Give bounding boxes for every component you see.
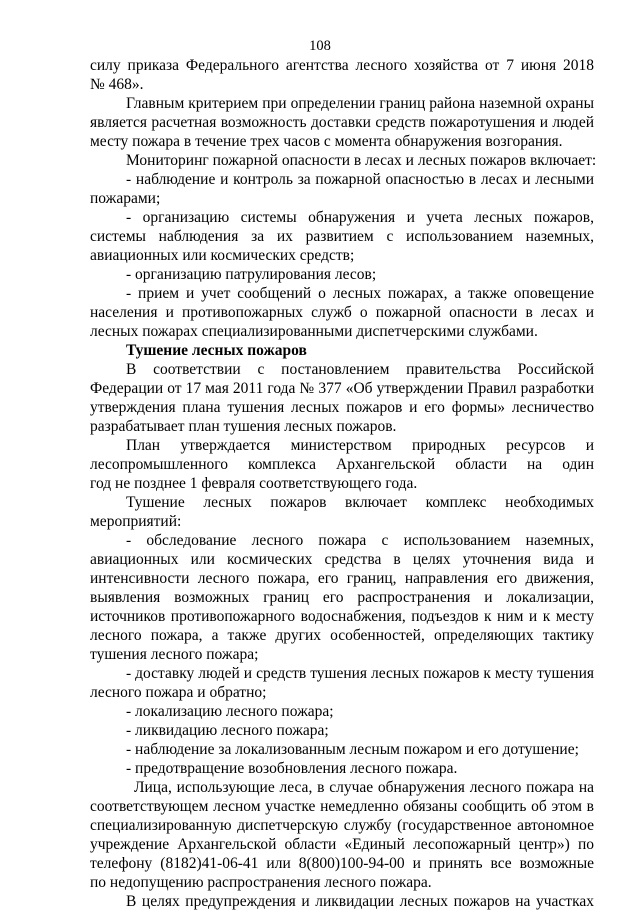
section-heading: Тушение лесных пожаров	[126, 342, 307, 359]
text-line: № 468».	[90, 76, 144, 93]
text-line: мероприятий:	[90, 513, 182, 530]
text-line: - ликвидацию лесного пожара;	[126, 722, 329, 739]
text-line: авиационных или космических средств;	[90, 247, 355, 264]
text-line: - организацию системы обнаружения и учета лесных пожаров,	[126, 209, 594, 226]
text-line: лесных пожарах специализированными диспетчерскими службами.	[90, 323, 538, 340]
page-number: 108	[309, 38, 331, 54]
text-line: год не позднее 1 февраля соответствующего года.	[90, 475, 418, 492]
text-line: План утверждается министерством природных ресурсов и	[126, 437, 594, 454]
text-line: Мониторинг пожарной опасности в лесах и лесных пожаров включает:	[126, 152, 597, 169]
text-line: системы наблюдения за их развитием с использованием наземных,	[90, 228, 594, 245]
text-line: - обследование лесного пожара с использованием наземных,	[126, 532, 594, 549]
text-line: - предотвращение возобновления лесного пожара.	[126, 760, 458, 777]
text-line: источников противопожарного водоснабжения, подъездов к ним и к месту	[90, 608, 594, 625]
text-line: телефону (8182)41-06-41 или 8(800)100-94-00 и принять все возможные	[90, 855, 594, 872]
text-line: силу приказа Федерального агентства лесного хозяйства от 7 июня 2018	[90, 57, 594, 74]
text-line: тушения лесного пожара;	[90, 646, 259, 663]
text-line: - прием и учет сообщений о лесных пожарах, а также оповещение	[126, 285, 594, 302]
text-line: соответствующем лесном участке немедленно обязаны сообщить об этом в	[90, 798, 594, 815]
document-body	[90, 56, 597, 911]
text-line: учреждение Архангельской области «Единый лесопожарный центр») по	[90, 836, 594, 853]
text-line: по недопущению распространения лесного пожара.	[90, 874, 432, 891]
text-line: - локализацию лесного пожара;	[126, 703, 334, 720]
text-line: - наблюдение и контроль за пожарной опасностью в лесах и лесными	[126, 171, 594, 188]
text-line: Главным критерием при определении границ района наземной охраны	[126, 95, 594, 112]
text-line: месту пожара в течение трех часов с момента обнаружения возгорания.	[90, 133, 563, 150]
text-line: - наблюдение за локализованным лесным пожаром и его дотушение;	[126, 741, 579, 758]
text-line: пожарами;	[90, 190, 161, 207]
text-line: Федерации от 17 мая 2011 года № 377 «Об утверждении Правил разработки	[90, 380, 594, 397]
text-line: интенсивности лесного пожара, его границ, направления его движения,	[90, 570, 594, 587]
text-line: В целях предупреждения и ликвидации лесных пожаров на участках	[126, 893, 594, 910]
text-line: - организацию патрулирования лесов;	[126, 266, 377, 283]
text-line: лесного пожара, а также других особенностей, определяющих тактику	[90, 627, 594, 644]
text-line: Лица, использующие леса, в случае обнаружения лесного пожара на	[134, 779, 594, 796]
text-line: Тушение лесных пожаров включает комплекс необходимых	[126, 494, 594, 511]
text-line: утверждения плана тушения лесных пожаров и его формы» лесничество	[90, 399, 594, 416]
text-line: является расчетная возможность доставки средств пожаротушения и людей	[90, 114, 594, 131]
text-line: лесопромышленного комплекса Архангельской области на один	[90, 456, 594, 473]
text-line: авиационных или космических средства в целях уточнения вида и	[90, 551, 594, 568]
text-line: В соответствии с постановлением правительства Российской	[126, 361, 594, 378]
text-line: - доставку людей и средств тушения лесных пожаров к месту тушения	[126, 665, 594, 682]
text-line: выявления возможных границ его распространения и локализации,	[90, 589, 594, 606]
text-line: специализированную диспетчерскую службу (государственное автономное	[90, 817, 594, 834]
text-line: лесного пожара и обратно;	[90, 684, 267, 701]
text-line: разрабатывает план тушения лесных пожаров.	[90, 418, 397, 435]
text-line: населения и противопожарных служб о пожарной опасности в лесах и	[90, 304, 594, 321]
